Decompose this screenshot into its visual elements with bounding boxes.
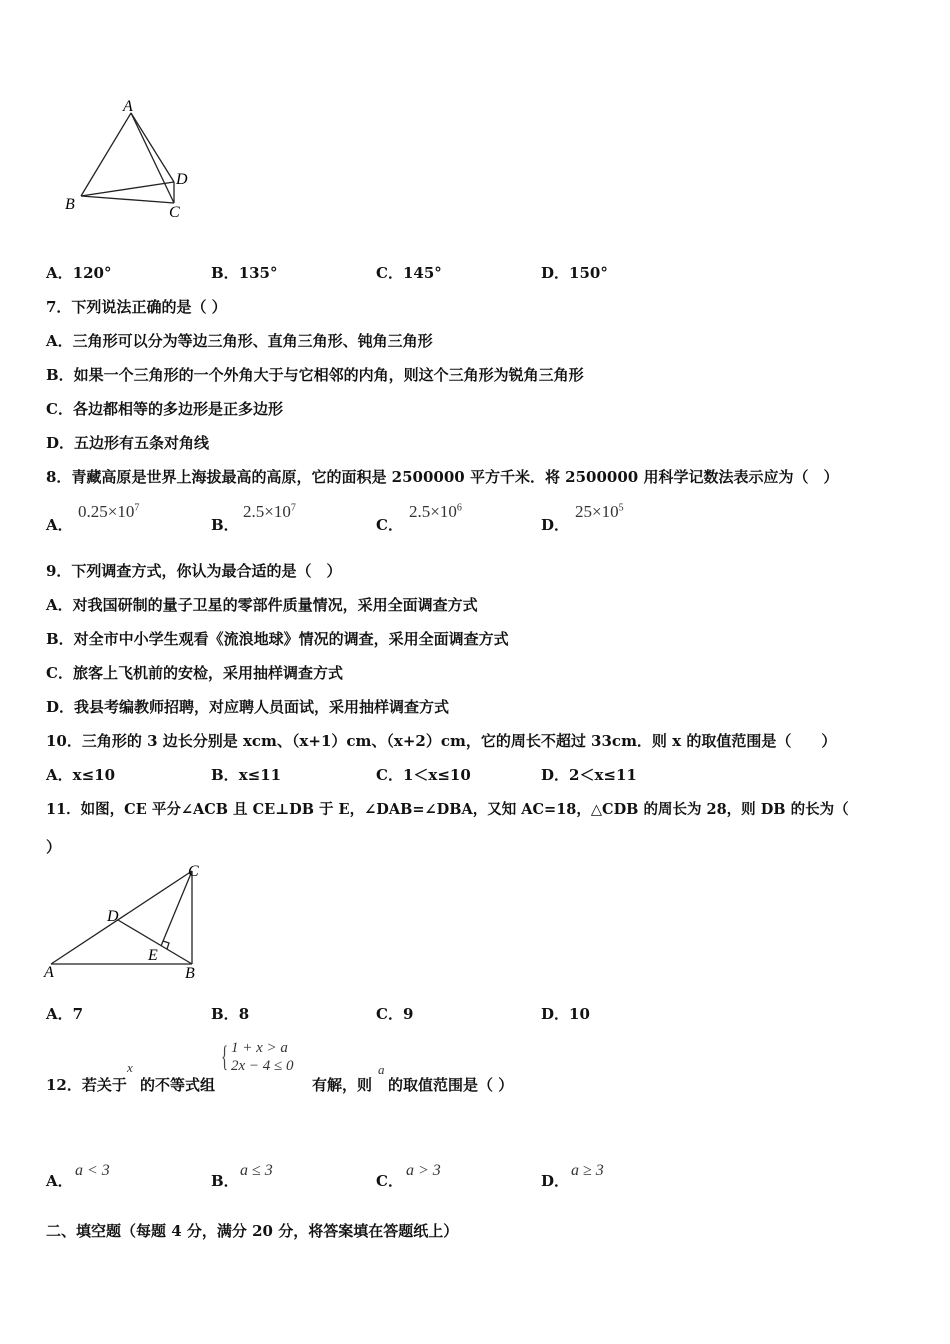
q8-option-d-value: $25\times 10^5$: [575, 502, 624, 521]
q12-option-b-value: a ≤ 3: [240, 1162, 273, 1179]
figure-q6-triangle: [55, 95, 205, 225]
q6-option-c: C．145°: [376, 264, 442, 282]
figure-q11-triangle: [40, 860, 220, 985]
q6-option-b: B．135°: [211, 264, 278, 282]
q8-option-c-letter: C．: [376, 516, 403, 534]
q12-ineq-1: 1 + x > a: [231, 1040, 288, 1056]
q11-option-c: C．9: [376, 1005, 414, 1023]
fig11-label-B: B: [185, 965, 195, 982]
fig6-label-A: A: [123, 98, 133, 115]
q10-option-c: C．1＜x≤10: [376, 766, 471, 784]
q6-option-a: A．120°: [46, 264, 112, 282]
q12-option-c-value: a > 3: [406, 1162, 441, 1179]
q12-option-a-letter: A．: [46, 1172, 73, 1190]
fig11-label-E: E: [148, 947, 158, 964]
q9-option-a: A．对我国研制的量子卫星的零部件质量情况，采用全面调查方式: [46, 596, 478, 614]
q9-option-d: D．我县考编教师招聘，对应聘人员面试，采用抽样调查方式: [46, 698, 450, 716]
q7-stem: 7．下列说法正确的是（ ）: [46, 298, 227, 316]
q12-option-c-letter: C．: [376, 1172, 403, 1190]
q11-option-a: A．7: [46, 1005, 84, 1023]
section-2-title: 二、填空题（每题 4 分，满分 20 分，将答案填在答题纸上）: [46, 1222, 459, 1240]
q11-option-d: D．10: [541, 1005, 590, 1023]
q12-prefix: 12．若关于: [46, 1076, 127, 1094]
q12-var-a: a: [378, 1062, 385, 1077]
fig11-label-A: A: [44, 964, 54, 981]
q12-option-a-value: a < 3: [75, 1162, 110, 1179]
q12-mid2: 有解，则: [312, 1076, 373, 1094]
fig11-label-C: C: [188, 863, 199, 880]
q8-option-a-letter: A．: [46, 516, 73, 534]
fig6-label-B: B: [65, 196, 75, 213]
q7-option-b: B．如果一个三角形的一个外角大于与它相邻的内角，则这个三角形为锐角三角形: [46, 366, 584, 384]
q8-option-c-value: $2.5\times 10^6$: [409, 502, 462, 521]
q12-suffix: 的取值范围是（ ）: [388, 1076, 514, 1094]
q10-option-b: B．x≤11: [211, 766, 282, 784]
q12-option-d-value: a ≥ 3: [571, 1162, 604, 1179]
fig6-label-D: D: [176, 171, 188, 188]
q8-option-d-letter: D．: [541, 516, 570, 534]
q10-stem: 10．三角形的 3 边长分别是 xcm、（x+1）cm、（x+2）cm，它的周长不超过 33cm．则 x 的取值范围是（ ）: [46, 732, 837, 750]
q9-stem: 9．下列调查方式，你认为最合适的是（ ）: [46, 562, 342, 580]
q11-stem: 11．如图，CE 平分∠ACB 且 CE⊥DB 于 E，∠DAB=∠DBA，又知 AC=18，△CDB 的周长为 28，则 DB 的长为（: [46, 801, 849, 818]
fig11-label-D: D: [107, 908, 119, 925]
q11-stem-end: ）: [46, 838, 62, 856]
q6-option-d: D．150°: [541, 264, 608, 282]
q12-var-x: x: [127, 1060, 133, 1075]
q7-option-d: D．五边形有五条对角线: [46, 434, 210, 452]
q12-mid: 的不等式组: [140, 1076, 216, 1094]
q9-option-c: C．旅客上飞机前的安检，采用抽样调查方式: [46, 664, 343, 682]
q12-option-d-letter: D．: [541, 1172, 570, 1190]
q12-option-b-letter: B．: [211, 1172, 239, 1190]
q8-option-a-value: $0.25\times 10^7$: [78, 502, 140, 521]
q8-option-b-value: $2.5\times 10^7$: [243, 502, 296, 521]
q11-option-b: B．8: [211, 1005, 250, 1023]
q12-ineq-2: 2x − 4 ≤ 0: [231, 1058, 294, 1074]
q8-stem: 8．青藏高原是世界上海拔最高的高原，它的面积是 2500000 平方千米．将 2500000 用科学记数法表示应为（ ）: [46, 468, 839, 486]
fig6-label-C: C: [169, 204, 180, 221]
q9-option-b: B．对全市中小学生观看《流浪地球》情况的调查，采用全面调查方式: [46, 630, 509, 648]
q7-option-c: C．各边都相等的多边形是正多边形: [46, 400, 283, 418]
q8-option-b-letter: B．: [211, 516, 239, 534]
q10-option-d: D．2＜x≤11: [541, 766, 637, 784]
q10-option-a: A．x≤10: [46, 766, 116, 784]
q7-option-a: A．三角形可以分为等边三角形、直角三角形、钝角三角形: [46, 332, 433, 350]
